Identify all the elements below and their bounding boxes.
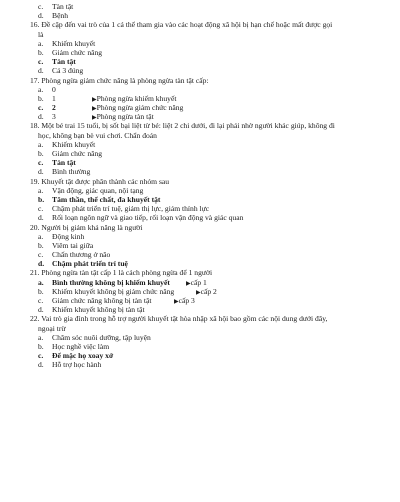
- line-text: 22. Vai trò gia đình trong hỗ trợ người khuyết tật hòa nhập xã hội bao gồm các nội dung dưới đây,: [30, 314, 328, 324]
- question-text-continuation: [0, 131, 400, 140]
- option-letter: c.: [38, 57, 44, 67]
- option-letter: a.: [38, 332, 44, 342]
- option-text: Khiếm khuyết: [52, 38, 96, 48]
- option-text: 1: [52, 93, 56, 103]
- option-text: Chậm phát triển trí tuệ: [52, 259, 128, 269]
- option-letter: c.: [38, 296, 44, 305]
- question-text: [0, 268, 400, 277]
- option-text: Giảm chức năng không bị tàn tật: [52, 296, 152, 305]
- answer-option: [0, 259, 400, 268]
- arrow-icon: ▶: [174, 299, 178, 305]
- answer-option: [0, 241, 400, 250]
- annotation-text: Phòng ngừa tàn tật: [96, 112, 154, 122]
- option-letter: c.: [38, 250, 44, 260]
- answer-option: [0, 278, 400, 287]
- option-letter: b.: [38, 47, 44, 57]
- line-text: 21. Phòng ngừa tàn tật cấp 1 là cách phòng ngừa để 1 người: [30, 268, 213, 278]
- answer-option: [0, 296, 400, 305]
- question-text: [0, 223, 400, 232]
- option-letter: a.: [38, 139, 44, 149]
- option-letter: b.: [38, 341, 44, 351]
- option-letter: d.: [38, 112, 44, 122]
- arrow-icon: ▶: [92, 96, 96, 103]
- annotation-text: cấp 3: [178, 296, 195, 305]
- option-text: Khiếm khuyết không bị tàn tật: [52, 305, 145, 315]
- option-text: Học nghề việc làm: [52, 341, 110, 351]
- line-text: 16. Đề cập đến vai trò của 1 cá thể tham gia vào các hoạt động xã hội bị hạn chế hoặc mất được gọi: [30, 20, 333, 30]
- answer-option: [0, 66, 400, 75]
- answer-option: [0, 232, 400, 241]
- option-text: Tàn tật: [52, 2, 74, 11]
- option-letter: a.: [38, 38, 44, 48]
- line-text: 18. Một bé trai 15 tuổi, bị sốt bại liệt từ bé: liệt 2 chi dưới, đi lại phải nhờ người khác giúp, không đi: [30, 121, 335, 131]
- answer-option: [0, 39, 400, 48]
- answer-option: [0, 57, 400, 66]
- option-letter: b.: [38, 286, 44, 296]
- option-letter: d.: [38, 167, 44, 177]
- option-letter: a.: [38, 185, 44, 195]
- question-text: [0, 177, 400, 186]
- answer-option: [0, 360, 400, 369]
- answer-option: [0, 158, 400, 167]
- option-letter: b.: [38, 93, 44, 103]
- answer-option: [0, 213, 400, 222]
- option-letter: d.: [38, 11, 44, 21]
- option-text: Động kinh: [52, 231, 85, 241]
- answer-option: [0, 85, 400, 94]
- annotation-text: cấp 1: [190, 277, 207, 287]
- option-text: Vận động, giác quan, nội tạng: [52, 185, 144, 195]
- answer-option: [0, 140, 400, 149]
- question-text: [0, 314, 400, 323]
- answer-option: [0, 287, 400, 296]
- answer-option: [0, 94, 400, 103]
- line-text: 20. Người bị giảm khả năng là người: [30, 222, 143, 232]
- option-letter: c.: [38, 351, 44, 361]
- annotation-text: Phòng ngừa giảm chức năng: [96, 103, 184, 113]
- line-text: 17. Phòng ngừa giảm chức năng là phòng ngừa tàn tật cấp:: [30, 75, 209, 85]
- option-text: Hỗ trợ học hành: [52, 360, 102, 370]
- option-text: Tàn tật: [52, 57, 76, 67]
- answer-option: [0, 342, 400, 351]
- option-text: Tâm thần, thể chất, đa khuyết tật: [52, 194, 161, 204]
- answer-option: [0, 48, 400, 57]
- option-text: Bình thường: [52, 167, 91, 177]
- answer-option: [0, 11, 400, 20]
- answer-option: [0, 103, 400, 112]
- option-letter: d.: [38, 66, 44, 76]
- answer-option: [0, 112, 400, 121]
- option-letter: c.: [38, 103, 44, 113]
- option-letter: d.: [38, 305, 44, 315]
- line-text: 19. Khuyết tật được phân thành các nhóm sau: [30, 176, 170, 186]
- annotation-text: Phòng ngừa khiếm khuyết: [96, 93, 177, 103]
- answer-option: [0, 204, 400, 213]
- quiz-document: [0, 2, 400, 370]
- option-letter: c.: [38, 158, 44, 168]
- option-text: Bình thường không bị khiếm khuyết: [52, 277, 170, 287]
- answer-option: [0, 149, 400, 158]
- answer-option: [0, 195, 400, 204]
- answer-option: [0, 167, 400, 176]
- option-text: Rối loạn ngôn ngữ và giao tiếp, rối loạn vận động và giác quan: [52, 213, 244, 223]
- option-letter: c.: [38, 2, 44, 11]
- answer-option: [0, 250, 400, 259]
- option-letter: d.: [38, 360, 44, 370]
- option-text: Tàn tật: [52, 158, 76, 168]
- arrow-icon: ▶: [196, 289, 200, 296]
- answer-option: [0, 305, 400, 314]
- option-letter: b.: [38, 194, 45, 204]
- option-letter: a.: [38, 277, 44, 287]
- line-text: ngoại trừ: [38, 323, 66, 333]
- answer-option: [0, 186, 400, 195]
- answer-option: [0, 2, 400, 11]
- question-text-continuation: [0, 30, 400, 39]
- option-text: Chậm phát triển trí tuệ, giảm thị lực, giảm thính lực: [52, 204, 210, 214]
- option-text: Khiếm khuyết không bị giảm chức năng: [52, 286, 175, 296]
- option-text: 3: [52, 112, 56, 122]
- option-letter: c.: [38, 204, 44, 214]
- option-text: Bệnh: [52, 11, 69, 21]
- option-text: Cả 3 đúng: [52, 66, 84, 76]
- line-text: học, không bạn bè vui chơi. Chẩn đoán: [38, 130, 157, 140]
- option-letter: a.: [38, 84, 44, 94]
- answer-option: [0, 351, 400, 360]
- arrow-icon: ▶: [186, 280, 190, 287]
- option-text: Giảm chức năng: [52, 149, 103, 158]
- question-text-continuation: [0, 324, 400, 333]
- question-text: [0, 20, 400, 29]
- arrow-icon: ▶: [92, 106, 96, 113]
- option-text: Chấn thương ở não: [52, 250, 111, 260]
- option-text: Để mặc họ xoay xở: [52, 351, 114, 361]
- answer-option: [0, 333, 400, 342]
- arrow-icon: ▶: [92, 115, 96, 122]
- option-text: 0: [52, 84, 56, 94]
- option-letter: b.: [38, 149, 44, 158]
- option-text: Viêm tai giữa: [52, 240, 94, 250]
- option-letter: a.: [38, 231, 44, 241]
- line-text: là: [38, 29, 44, 39]
- option-letter: d.: [38, 259, 45, 269]
- question-text: [0, 76, 400, 85]
- option-text: Khiếm khuyết: [52, 139, 96, 149]
- option-text: Chăm sóc nuôi dưỡng, tập luyện: [52, 332, 151, 342]
- annotation-text: cấp 2: [200, 286, 217, 296]
- option-letter: d.: [38, 213, 44, 223]
- option-text: 2: [52, 103, 56, 113]
- option-text: Giảm chức năng: [52, 47, 103, 57]
- option-letter: b.: [38, 240, 44, 250]
- question-text: [0, 121, 400, 130]
